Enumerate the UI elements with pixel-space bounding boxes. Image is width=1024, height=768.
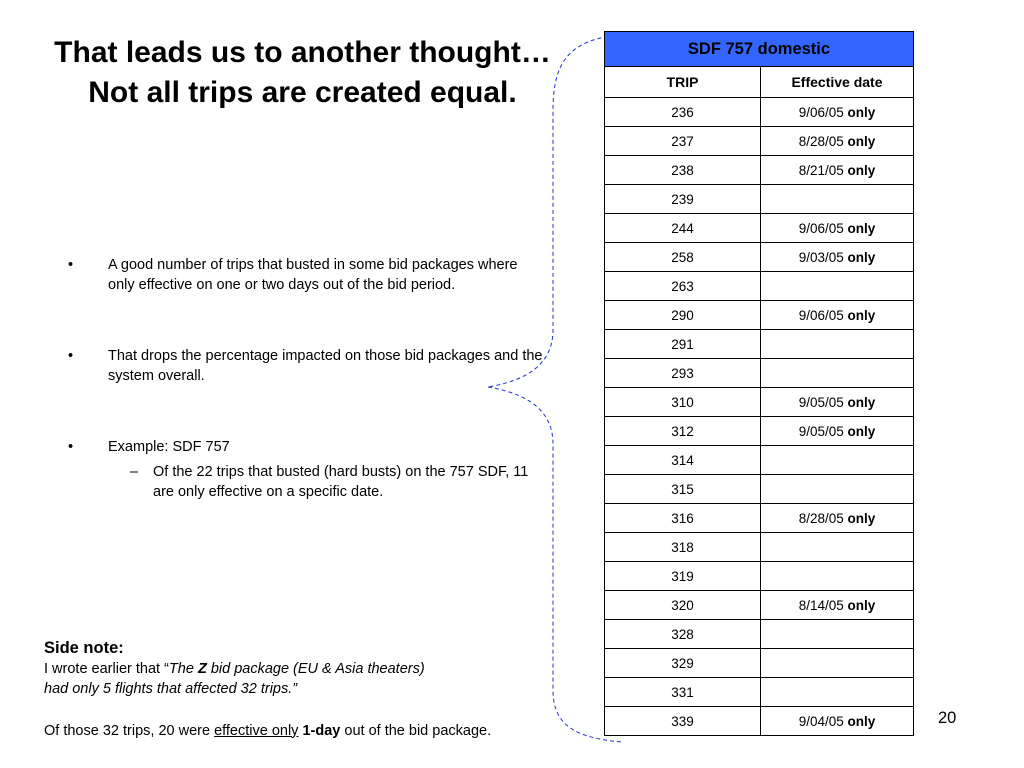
only-label: only — [847, 423, 876, 439]
date-text: 9/04/05 — [798, 713, 844, 729]
only-label: only — [847, 307, 876, 323]
trip-cell: 319 — [605, 562, 761, 591]
column-header-trip: TRIP — [605, 67, 761, 98]
only-label: only — [847, 713, 876, 729]
table-row — [605, 272, 914, 301]
only-label: only — [847, 249, 876, 265]
sub-bullet-marker: – — [130, 464, 139, 480]
side-note-underlined-text: effective only — [214, 722, 299, 739]
table-row — [605, 562, 914, 591]
table-row — [605, 214, 914, 243]
date-text: 9/05/05 — [798, 394, 844, 410]
trip-cell: 244 — [605, 214, 761, 243]
side-note-text: I wrote earlier that “ — [44, 660, 169, 677]
table-row — [605, 533, 914, 562]
side-note-text: Of those 32 trips, 20 were — [44, 722, 215, 739]
trip-cell: 237 — [605, 127, 761, 156]
trip-cell: 331 — [605, 678, 761, 707]
effective-date-cell — [761, 678, 914, 707]
date-text: 9/06/05 — [798, 220, 844, 236]
effective-date-cell — [761, 620, 914, 649]
trip-cell: 312 — [605, 417, 761, 446]
table-body — [605, 98, 914, 736]
date-text: 8/28/05 — [798, 133, 844, 149]
trip-cell: 328 — [605, 620, 761, 649]
trip-cell: 318 — [605, 533, 761, 562]
effective-date-cell — [761, 359, 914, 388]
trip-cell: 291 — [605, 330, 761, 359]
table-row — [605, 707, 914, 736]
page-number: 20 — [938, 709, 957, 727]
table-row — [605, 417, 914, 446]
effective-date-cell — [761, 301, 914, 330]
trip-cell: 238 — [605, 156, 761, 185]
table-row — [605, 504, 914, 533]
table-row — [605, 185, 914, 214]
sub-bullet-text: Of the 22 trips that busted (hard busts) on the 757 SDF, 11 are only effective on a specific date. — [153, 464, 529, 500]
bullet-text: A good number of trips that busted in some bid packages where only effective on one or two days out of the bid period. — [108, 257, 518, 293]
table-row — [605, 98, 914, 127]
date-text: 9/05/05 — [798, 423, 844, 439]
table-row — [605, 127, 914, 156]
table-row — [605, 243, 914, 272]
table-row — [605, 678, 914, 707]
effective-date-cell — [761, 98, 914, 127]
table-row — [605, 591, 914, 620]
table-row — [605, 620, 914, 649]
side-note-italic-text: bid package (EU & Asia theaters) — [206, 660, 425, 677]
side-note-italic-text: had only 5 flights that affected 32 trips.” — [44, 681, 298, 697]
effective-date-cell — [761, 330, 914, 359]
date-text: 8/28/05 — [798, 510, 844, 526]
table-row — [605, 330, 914, 359]
effective-date-cell — [761, 591, 914, 620]
trip-cell: 290 — [605, 301, 761, 330]
trip-cell: 236 — [605, 98, 761, 127]
trip-cell: 310 — [605, 388, 761, 417]
effective-date-cell — [761, 272, 914, 301]
effective-date-cell — [761, 417, 914, 446]
only-label: only — [847, 104, 876, 120]
effective-date-cell — [761, 127, 914, 156]
trip-cell: 258 — [605, 243, 761, 272]
effective-date-cell — [761, 156, 914, 185]
only-label: only — [847, 394, 876, 410]
effective-date-cell — [761, 649, 914, 678]
effective-date-cell — [761, 214, 914, 243]
effective-date-cell — [761, 243, 914, 272]
date-text: 9/03/05 — [798, 249, 844, 265]
effective-date-cell — [761, 562, 914, 591]
side-note-bold-text: 1-day — [302, 722, 341, 739]
side-note-bold-z: Z — [197, 660, 207, 677]
bullet-marker: • — [68, 439, 74, 455]
title-line-2: Not all trips are created equal. — [88, 76, 517, 109]
effective-date-cell — [761, 707, 914, 736]
effective-date-cell — [761, 533, 914, 562]
only-label: only — [847, 162, 876, 178]
table-title: SDF 757 domestic — [605, 32, 914, 67]
effective-date-cell — [761, 388, 914, 417]
side-note-text: out of the bid package. — [340, 722, 492, 739]
title-line-1: That leads us to another thought… — [54, 36, 551, 69]
brace-lower-curve — [488, 387, 622, 742]
trip-cell: 320 — [605, 591, 761, 620]
trip-cell: 316 — [605, 504, 761, 533]
bullet-text: Example: SDF 757 — [108, 439, 230, 455]
effective-date-cell — [761, 504, 914, 533]
date-text: 9/06/05 — [798, 307, 844, 323]
table-row — [605, 359, 914, 388]
effective-date-cell — [761, 475, 914, 504]
trip-cell: 339 — [605, 707, 761, 736]
table-row — [605, 446, 914, 475]
table-row — [605, 649, 914, 678]
table-row — [605, 301, 914, 330]
only-label: only — [847, 597, 876, 613]
date-text: 8/21/05 — [798, 162, 844, 178]
side-note-italic-text: The — [168, 660, 198, 677]
date-text: 8/14/05 — [798, 597, 844, 613]
trip-table — [604, 31, 914, 736]
effective-date-cell — [761, 185, 914, 214]
trip-cell: 239 — [605, 185, 761, 214]
bullet-text: That drops the percentage impacted on those bid packages and the system overall. — [108, 348, 543, 384]
effective-date-cell — [761, 446, 914, 475]
table-row — [605, 388, 914, 417]
brace-upper-curve — [488, 34, 622, 387]
table-row — [605, 156, 914, 185]
bullet-marker: • — [68, 348, 74, 364]
trip-cell: 314 — [605, 446, 761, 475]
bullet-marker: • — [68, 257, 74, 273]
trip-cell: 315 — [605, 475, 761, 504]
date-text: 9/06/05 — [798, 104, 844, 120]
only-label: only — [847, 133, 876, 149]
only-label: only — [847, 220, 876, 236]
table-row — [605, 475, 914, 504]
column-header-effective-date: Effective date — [761, 67, 914, 98]
trip-cell: 293 — [605, 359, 761, 388]
trip-cell: 263 — [605, 272, 761, 301]
only-label: only — [847, 510, 876, 526]
side-note-heading: Side note: — [44, 639, 124, 657]
trip-cell: 329 — [605, 649, 761, 678]
